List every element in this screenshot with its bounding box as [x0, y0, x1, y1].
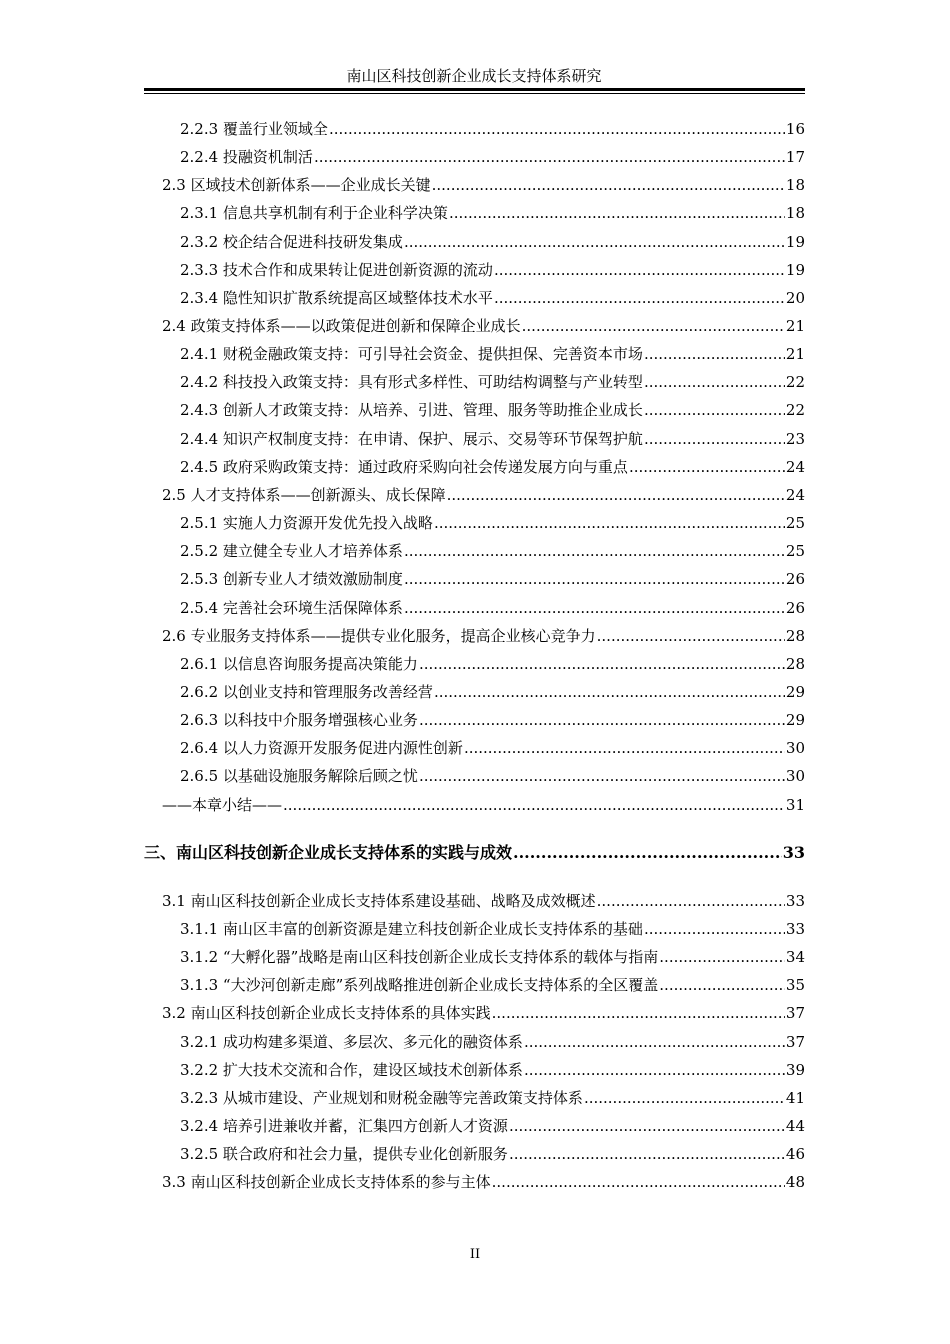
toc-leader-dots — [494, 260, 785, 280]
toc-entry-title: 3.2.5 联合政府和社会力量，提供专业化创新服务 — [180, 1145, 508, 1163]
toc-entry-title: 2.3.2 校企结合促进科技研发集成 — [180, 233, 403, 251]
toc-leader-dots — [419, 710, 785, 730]
toc-entry-page: 18 — [785, 204, 805, 222]
toc-entry[interactable] — [162, 1003, 805, 1023]
toc-entry-title: 2.2.3 覆盖行业领域全 — [180, 120, 328, 138]
toc-entry-page: 33 — [785, 920, 805, 938]
toc-leader-dots — [464, 738, 785, 758]
toc-leader-dots — [584, 1088, 785, 1108]
toc-entry[interactable] — [180, 654, 805, 674]
toc-entry-page: 19 — [785, 261, 805, 279]
toc-entry-page: 26 — [785, 599, 805, 617]
toc-entry[interactable] — [180, 119, 805, 139]
toc-leader-dots — [644, 344, 785, 364]
toc-entry-title: 2.2.4 投融资机制活 — [180, 148, 313, 166]
toc-leader-dots — [449, 203, 785, 223]
toc-entry[interactable] — [180, 1144, 805, 1164]
toc-entry[interactable] — [162, 485, 805, 505]
toc-entry-title: 2.4.3 创新人才政策支持：从培养、引进、管理、服务等助推企业成长 — [180, 401, 643, 419]
toc-entry[interactable] — [180, 260, 805, 280]
toc-entry[interactable] — [180, 288, 805, 308]
toc-entry-title: 2.3.4 隐性知识扩散系统提高区域整体技术水平 — [180, 289, 493, 307]
toc-entry-page: 18 — [785, 176, 805, 194]
toc-entry-page: 39 — [785, 1061, 805, 1079]
toc-leader-dots — [644, 919, 785, 939]
toc-entry[interactable] — [180, 344, 805, 364]
toc-entry[interactable] — [180, 569, 805, 589]
toc-leader-dots — [447, 485, 785, 505]
toc-entry-page: 48 — [785, 1173, 805, 1191]
toc-leader-dots — [419, 654, 785, 674]
toc-entry-page: 44 — [785, 1117, 805, 1135]
toc-leader-dots — [314, 147, 785, 167]
toc-entry-title: 2.5 人才支持体系——创新源头、成长保障 — [162, 486, 446, 504]
toc-leader-dots — [434, 513, 785, 533]
toc-entry[interactable] — [180, 541, 805, 561]
toc-leader-dots — [522, 316, 785, 336]
toc-entry[interactable] — [180, 232, 805, 252]
toc-leader-dots — [644, 429, 785, 449]
toc-entry-title: 3.2.3 从城市建设、产业规划和财税金融等完善政策支持体系 — [180, 1089, 583, 1107]
toc-entry-title: 3.2.2 扩大技术交流和合作，建设区域技术创新体系 — [180, 1061, 523, 1079]
toc-entry[interactable] — [180, 766, 805, 786]
toc-chapter-entry[interactable] — [144, 843, 805, 863]
toc-leader-dots — [659, 975, 785, 995]
toc-entry[interactable] — [180, 598, 805, 618]
toc-entry-title: 3.1.1 南山区丰富的创新资源是建立科技创新企业成长支持体系的基础 — [180, 920, 643, 938]
toc-entry-title: 2.4.1 财税金融政策支持：可引导社会资金、提供担保、完善资本市场 — [180, 345, 643, 363]
toc-entry-title: 3.2 南山区科技创新企业成长支持体系的具体实践 — [162, 1004, 491, 1022]
toc-leader-dots — [434, 682, 785, 702]
toc-leader-dots — [509, 1144, 785, 1164]
toc-entry[interactable] — [180, 1060, 805, 1080]
toc-leader-dots — [432, 175, 785, 195]
toc-entry[interactable] — [180, 1088, 805, 1108]
toc-entry-title: 3.1.3 “大沙河创新走廊”系列战略推进创新企业成长支持体系的全区覆盖 — [180, 976, 659, 994]
toc-entry[interactable] — [180, 372, 805, 392]
toc-entry[interactable] — [162, 1172, 805, 1192]
toc-entry-title: 3.2.4 培养引进兼收并蓄，汇集四方创新人才资源 — [180, 1117, 508, 1135]
toc-entry[interactable] — [180, 513, 805, 533]
toc-entry-title: 3.1 南山区科技创新企业成长支持体系建设基础、战略及成效概述 — [162, 892, 596, 910]
toc-entry-title: 三、南山区科技创新企业成长支持体系的实践与成效 — [144, 843, 513, 862]
toc-entry[interactable] — [180, 400, 805, 420]
toc-entry-page: 37 — [785, 1033, 805, 1051]
toc-leader-dots — [597, 891, 785, 911]
toc-entry-page: 21 — [785, 317, 805, 335]
toc-entry[interactable] — [162, 795, 805, 815]
toc-entry[interactable] — [180, 1116, 805, 1136]
toc-leader-dots — [404, 232, 785, 252]
toc-entry-title: 2.6 专业服务支持体系——提供专业化服务，提高企业核心竞争力 — [162, 627, 596, 645]
toc-entry-page: 24 — [785, 486, 805, 504]
toc-entry-page: 28 — [785, 627, 805, 645]
toc-entry[interactable] — [180, 975, 805, 995]
toc-entry-page: 25 — [785, 514, 805, 532]
toc-entry-page: 37 — [785, 1004, 805, 1022]
toc-entry-title: 2.5.3 创新专业人才绩效激励制度 — [180, 570, 403, 588]
toc-entry-page: 33 — [782, 843, 805, 862]
toc-entry-page: 30 — [785, 739, 805, 757]
toc-entry[interactable] — [180, 429, 805, 449]
toc-leader-dots — [329, 119, 785, 139]
toc-entry-page: 19 — [785, 233, 805, 251]
toc-entry-page: 35 — [785, 976, 805, 994]
toc-entry-page: 20 — [785, 289, 805, 307]
toc-entry-page: 24 — [785, 458, 805, 476]
toc-entry-page: 22 — [785, 373, 805, 391]
toc-entry-title: 3.2.1 成功构建多渠道、多层次、多元化的融资体系 — [180, 1033, 523, 1051]
toc-entry-title: 2.4.4 知识产权制度支持：在申请、保护、展示、交易等环节保驾护航 — [180, 430, 643, 448]
toc-entry-page: 17 — [785, 148, 805, 166]
toc-entry-title: 2.5.2 建立健全专业人才培养体系 — [180, 542, 403, 560]
toc-entry[interactable] — [180, 710, 805, 730]
toc-entry[interactable] — [180, 919, 805, 939]
toc-entry-title: 2.5.1 实施人力资源开发优先投入战略 — [180, 514, 433, 532]
toc-entry-page: 33 — [785, 892, 805, 910]
toc-entry-title: 2.5.4 完善社会环境生活保障体系 — [180, 599, 403, 617]
toc-entry[interactable] — [180, 203, 805, 223]
toc-entry-page: 21 — [785, 345, 805, 363]
toc-entry-title: 2.6.1 以信息咨询服务提高决策能力 — [180, 655, 418, 673]
toc-leader-dots — [494, 288, 785, 308]
toc-entry-page: 41 — [785, 1089, 805, 1107]
toc-leader-dots — [597, 626, 785, 646]
toc-entry[interactable] — [180, 147, 805, 167]
toc-leader-dots — [524, 1060, 785, 1080]
toc-entry[interactable] — [180, 457, 805, 477]
running-header: 南山区科技创新企业成长支持体系研究 — [346, 67, 602, 85]
toc-leader-dots — [404, 569, 785, 589]
toc-entry-page: 34 — [785, 948, 805, 966]
toc-leader-dots — [404, 598, 785, 618]
toc-entry[interactable] — [180, 1032, 805, 1052]
toc-leader-dots — [492, 1172, 785, 1192]
toc-entry-title: 2.3.3 技术合作和成果转让促进创新资源的流动 — [180, 261, 493, 279]
toc-leader-dots — [509, 1116, 785, 1136]
toc-entry-page: 46 — [785, 1145, 805, 1163]
toc-entry-title: 2.4.2 科技投入政策支持：具有形式多样性、可助结构调整与产业转型 — [180, 373, 643, 391]
toc-entry-title: 2.4.5 政府采购政策支持：通过政府采购向社会传递发展方向与重点 — [180, 458, 628, 476]
toc-entry-title: 2.6.3 以科技中介服务增强核心业务 — [180, 711, 418, 729]
toc-leader-dots — [659, 947, 785, 967]
toc-leader-dots — [644, 400, 785, 420]
toc-leader-dots — [644, 372, 785, 392]
toc-entry-title: 2.6.2 以创业支持和管理服务改善经营 — [180, 683, 433, 701]
toc-leader-dots — [513, 843, 782, 863]
toc-entry-title: 3.1.2 “大孵化器”战略是南山区科技创新企业成长支持体系的载体与指南 — [180, 948, 659, 966]
toc-entry-title: 2.3 区域技术创新体系——企业成长关键 — [162, 176, 431, 194]
toc-entry[interactable] — [180, 682, 805, 702]
toc-leader-dots — [629, 457, 785, 477]
toc-entry-title: 3.3 南山区科技创新企业成长支持体系的参与主体 — [162, 1173, 491, 1191]
toc-entry-page: 22 — [785, 401, 805, 419]
toc-entry-page: 30 — [785, 767, 805, 785]
toc-entry-page: 29 — [785, 711, 805, 729]
toc-entry-title: ——本章小结—— — [162, 796, 283, 814]
toc-leader-dots — [524, 1032, 785, 1052]
toc-entry[interactable] — [162, 626, 805, 646]
toc-entry[interactable] — [180, 738, 805, 758]
page-number: II — [469, 1247, 481, 1262]
toc-entry-title: 2.6.4 以人力资源开发服务促进内源性创新 — [180, 739, 463, 757]
toc-entry-page: 29 — [785, 683, 805, 701]
toc-entry[interactable] — [162, 316, 805, 336]
toc-entry-page: 28 — [785, 655, 805, 673]
toc-entry-page: 25 — [785, 542, 805, 560]
toc-leader-dots — [283, 795, 785, 815]
toc-entry-title: 2.6.5 以基础设施服务解除后顾之忧 — [180, 767, 418, 785]
toc-entry[interactable] — [162, 891, 805, 911]
toc-entry-page: 31 — [785, 796, 805, 814]
toc-entry-title: 2.4 政策支持体系——以政策促进创新和保障企业成长 — [162, 317, 521, 335]
toc-leader-dots — [419, 766, 785, 786]
toc-entry-page: 16 — [785, 120, 805, 138]
toc-entry-title: 2.3.1 信息共享机制有利于企业科学决策 — [180, 204, 448, 222]
toc-entry-page: 26 — [785, 570, 805, 588]
toc-leader-dots — [492, 1003, 785, 1023]
toc-entry[interactable] — [162, 175, 805, 195]
toc-entry-page: 23 — [785, 430, 805, 448]
toc-entry[interactable] — [180, 947, 805, 967]
toc-leader-dots — [404, 541, 785, 561]
